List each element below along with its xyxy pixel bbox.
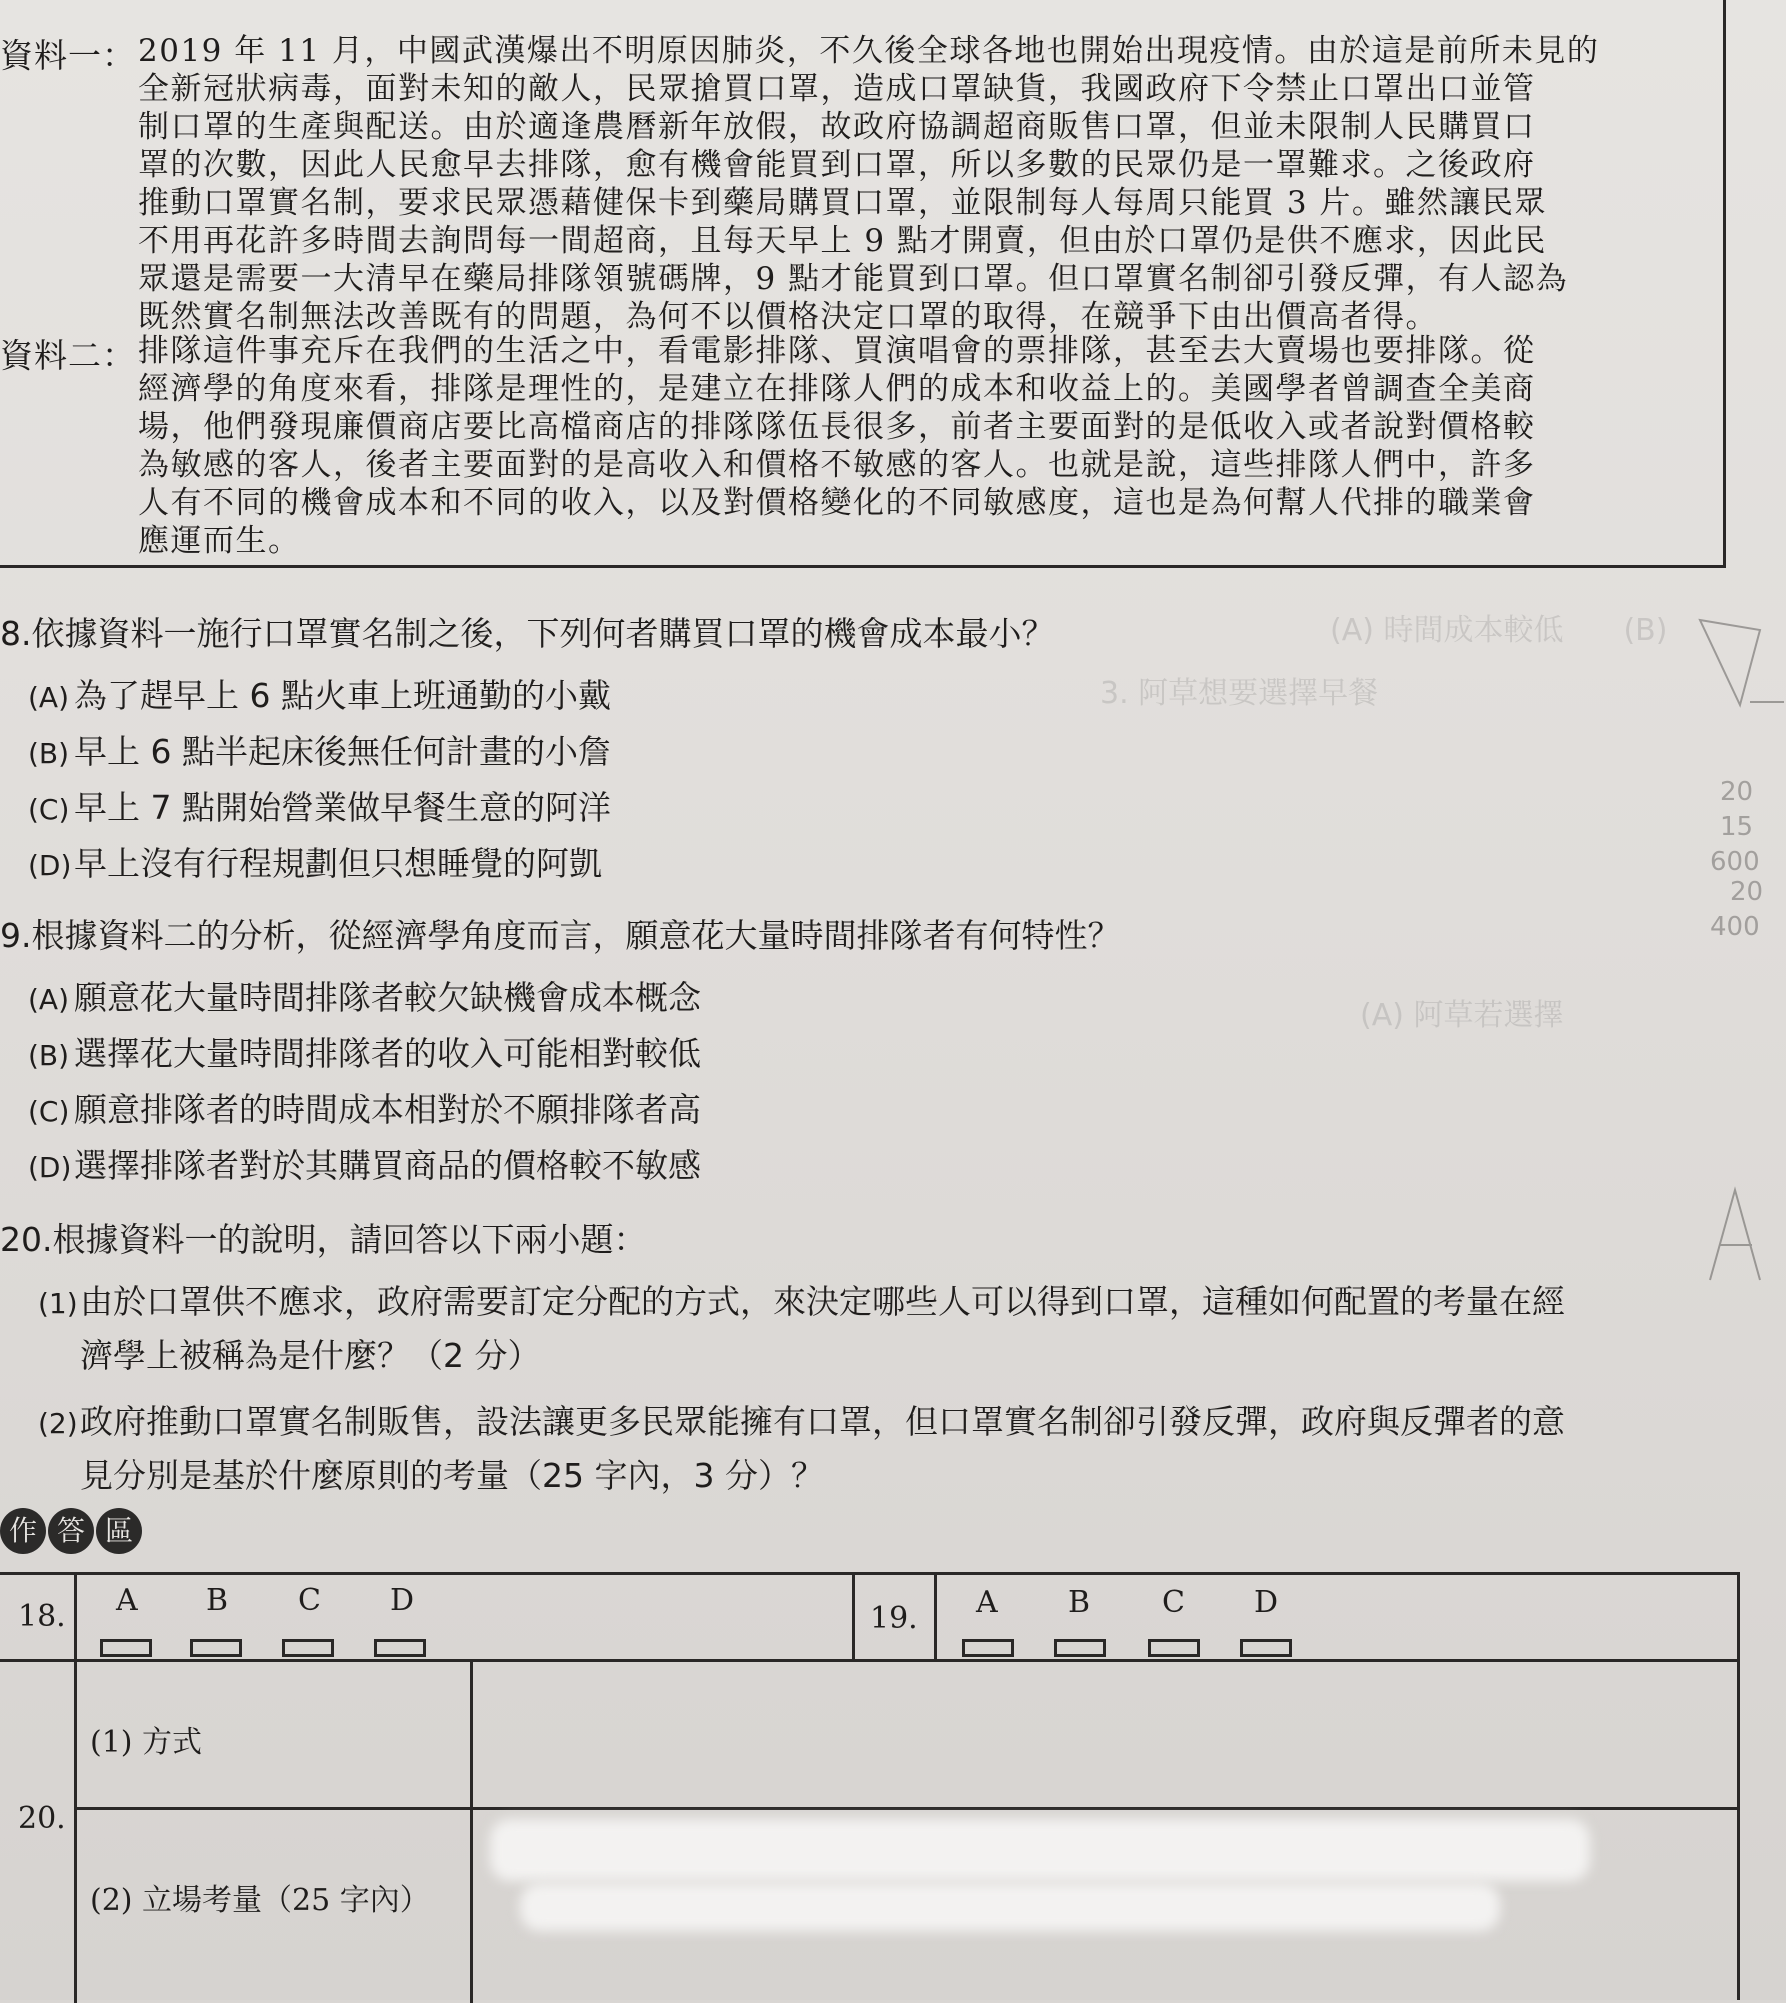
answer-area-title [0,1508,144,1556]
table-divider [74,1807,1740,1810]
question-18-option-d [28,838,602,885]
q19-choice-c-box[interactable] [1148,1639,1200,1657]
q19-choice-d-box[interactable] [1240,1639,1292,1657]
passage-line: 既然實名制無法改善既有的問題，為何不以價格決定口罩的取得，在競爭下由出價高者得。 [138,299,1438,335]
table-divider [74,1575,77,2003]
question-20-sub-1-cont: 濟學上被稱為是什麼？（2 分） [80,1336,541,1375]
question-20-sub-2-cont: 見分別是基於什麼原則的考量（25 字內，3 分）？ [80,1456,824,1495]
question-18-option-b [28,726,611,773]
option-mark: (A) [28,681,70,714]
q18-answer-label: 18. [18,1599,66,1634]
redacted-handwriting [490,1819,1590,1881]
q19-choice-a-box[interactable] [962,1639,1014,1657]
question-19-option-c [28,1084,701,1131]
option-text: 願意排隊者的時間成本相對於不願排隊者高 [74,1090,701,1129]
passage-line: 人有不同的機會成本和不同的收入，以及對價格變化的不同敏感度，這也是為何幫人代排的職業會 [138,485,1536,521]
passage-line: 經濟學的角度來看，排隊是理性的，是建立在排隊人們的成本和收益上的。美國學者曾調查全美商 [138,371,1536,407]
svg-text:20: 20 [1730,877,1764,907]
q18-choice-d-box[interactable] [374,1639,426,1657]
q19-answer-label: 19. [870,1601,918,1636]
answer-title-char: 答 [48,1508,94,1554]
question-18-option-a [28,670,611,717]
passage-line: 眾還是需要一大清早在藥局排隊領號碼牌，9 點才能買到口罩。但口罩實名制卻引發反彈，有人認為 [138,261,1569,297]
option-mark: (D) [28,849,72,882]
option-text: 早上沒有行程規劃但只想睡覺的阿凱 [74,844,602,883]
q19-choice-b-box[interactable] [1054,1639,1106,1657]
table-divider [852,1575,855,1659]
question-19-option-d [28,1140,701,1187]
q18-choice-b-box[interactable] [190,1639,242,1657]
passage-line: 場，他們發現廉價商店要比高檔商店的排隊隊伍長很多，前者主要面對的是低收入或者說對價格較 [138,409,1536,445]
sub-mark: (1) [38,1287,78,1320]
option-mark: (B) [28,1039,70,1072]
q18-choice-c-box[interactable] [282,1639,334,1657]
option-mark: (C) [28,793,70,826]
option-text: 選擇排隊者對於其購買商品的價格較不敏感 [74,1146,701,1185]
svg-text:600: 600 [1710,847,1760,877]
pencil-doodle-icon [1680,610,1786,720]
passage-line: 為敏感的客人，後者主要面對的是高收入和價格不敏感的客人。也就是說，這些排隊人們中，許多 [138,447,1536,483]
q19-choice-letter: A [976,1585,998,1620]
option-mark: (D) [28,1151,72,1184]
q20-answer-label: 20. [18,1801,66,1836]
option-mark: (A) [28,983,70,1016]
question-20-sub-2 [38,1396,1565,1443]
passage-line: 應運而生。 [138,523,301,559]
svg-text:400: 400 [1710,912,1760,942]
redacted-handwriting [520,1883,1500,1931]
question-19-option-a [28,972,701,1019]
svg-text:15: 15 [1720,812,1754,842]
passage-line: 制口罩的生產與配送。由於適逢農曆新年放假，故政府協調超商販售口罩，但並未限制人民購買口 [138,109,1536,145]
q20-row-1-label: (1) 方式 [90,1725,203,1760]
sub-text: 政府推動口罩實名制販售，設法讓更多民眾能擁有口罩，但口罩實名制卻引發反彈，政府與反彈者的意 [80,1402,1565,1441]
pencil-letter-icon [1680,1180,1786,1300]
q19-choice-letter: C [1162,1585,1185,1620]
source-passage-box [0,0,1726,568]
passage-line: 推動口罩實名制，要求民眾憑藉健保卡到藥局購買口罩，並限制每人每周只能買 3 片。雖然讓民眾 [138,185,1547,221]
passage-line: 全新冠狀病毒，面對未知的敵人，民眾搶買口罩，造成口罩缺貨，我國政府下令禁止口罩出口並管 [138,71,1536,107]
option-text: 選擇花大量時間排隊者的收入可能相對較低 [74,1034,701,1073]
question-20-sub-1 [38,1276,1565,1323]
passage-two-label: 資料二： [0,336,136,375]
show-through-text: (A) 阿草若選擇 [1360,998,1564,1033]
option-mark: (C) [28,1095,70,1128]
question-19-option-b [28,1028,701,1075]
option-text: 早上 7 點開始營業做早餐生意的阿洋 [74,788,611,827]
question-18-stem: 8.依據資料一施行口罩實名制之後，下列何者購買口罩的機會成本最小？ [0,614,1055,653]
table-divider [470,1659,473,2003]
answer-table [0,1572,1740,2000]
question-20-stem: 20.根據資料一的說明，請回答以下兩小題： [0,1220,647,1259]
option-text: 願意花大量時間排隊者較欠缺機會成本概念 [74,978,701,1017]
q18-choice-letter: D [390,1583,415,1618]
passage-line: 排隊這件事充斥在我們的生活之中，看電影排隊、買演唱會的票排隊，甚至去大賣場也要排隊。從 [138,333,1536,369]
question-19-stem: 9.根據資料二的分析，從經濟學角度而言，願意花大量時間排隊者有何特性？ [0,916,1121,955]
passage-line: 不用再花許多時間去詢問每一間超商，且每天早上 9 點才開賣，但由於口罩仍是供不應求，因此民 [138,223,1547,259]
sub-mark: (2) [38,1407,78,1440]
answer-title-char: 作 [0,1508,46,1554]
passage-one-label: 資料一： [0,36,136,75]
q19-choice-letter: D [1254,1585,1279,1620]
show-through-text: 3. 阿草想要選擇早餐 [1100,676,1379,711]
q18-choice-a-box[interactable] [100,1639,152,1657]
passage-line: 罩的次數，因此人民愈早去排隊，愈有機會能買到口罩，所以多數的民眾仍是一罩難求。之後政府 [138,147,1536,183]
q18-choice-letter: B [206,1583,229,1618]
q18-choice-letter: A [116,1583,138,1618]
table-divider [934,1575,937,1659]
svg-text:20: 20 [1720,777,1754,807]
option-text: 早上 6 點半起床後無任何計畫的小詹 [74,732,611,771]
passage-line: 2019 年 11 月，中國武漢爆出不明原因肺炎，不久後全球各地也開始出現疫情。由於這是前所未見的 [138,33,1600,69]
question-18-option-c [28,782,611,829]
sub-text: 由於口罩供不應求，政府需要訂定分配的方式，來決定哪些人可以得到口罩，這種如何配置的考量在經 [80,1282,1565,1321]
answer-title-char: 區 [96,1508,142,1554]
table-divider [0,1659,1740,1662]
option-mark: (B) [28,737,70,770]
q19-choice-letter: B [1068,1585,1091,1620]
q18-choice-letter: C [298,1583,321,1618]
pencil-notes-icon [1700,760,1786,960]
q20-method-answer-field[interactable] [476,1665,1734,1803]
q20-row-2-label: (2) 立場考量（25 字內） [90,1883,430,1918]
show-through-text: (A) 時間成本較低 (B) [1330,613,1668,648]
option-text: 為了趕早上 6 點火車上班通勤的小戴 [74,676,611,715]
